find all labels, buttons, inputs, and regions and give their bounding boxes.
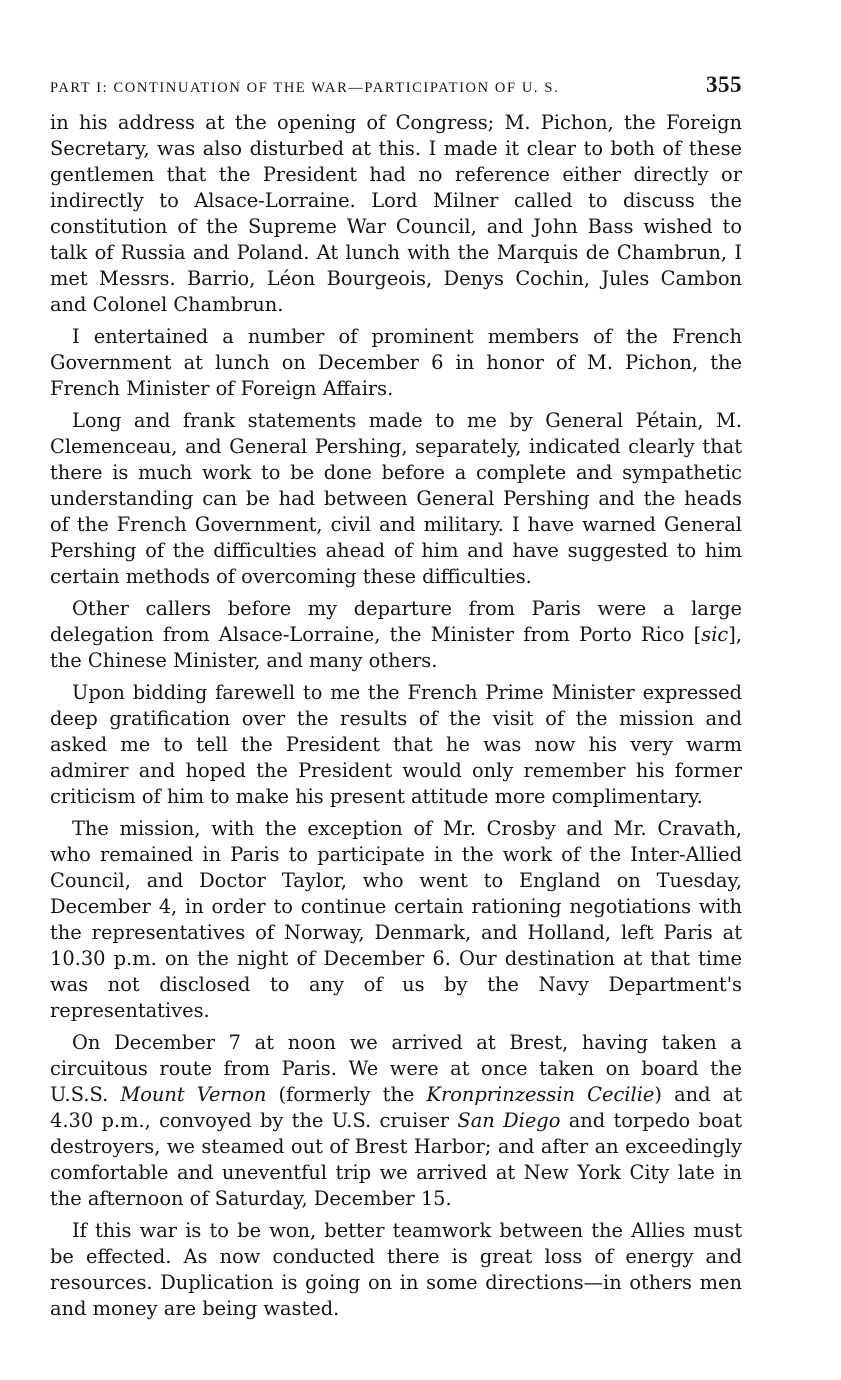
document-page [50,72,742,1328]
paragraph-7 [50,1030,742,1212]
paragraph-text: Upon bidding farewell to me the French Prime Minister expressed deep gratification over the results of the visit of the mission and asked me to tell the President that he was now his very warm admirer and hoped the President would only remember his former criticism of him to make his present attitude more complimentary. [50,681,742,808]
running-header [50,72,742,106]
paragraph-text: I entertained a number of prominent members of the French Government at lunch on December 6 in honor of M. Pichon, the French Minister of Foreign Affairs. [50,325,742,400]
italic-sic: sic [701,623,729,646]
italic-ship-name: San Diego [457,1109,561,1132]
paragraph-3 [50,408,742,590]
paragraph-text: The mission, with the exception of Mr. Crosby and Mr. Cravath, who remained in Paris to participate in the work of the Inter-Allied Council, and Doctor Taylor, who went to England on Tuesday, December 4, in order to continue certain rationing negotiations with the representatives of Norway, Denmark, and Holland, left Paris at 10.30 p.m. on the night of December 6. Our destination at that time was not disclosed to any of us by the Navy Department's representatives. [50,817,742,1022]
paragraph-text: Long and frank statements made to me by General Pétain, M. Clemenceau, and General Pershing, separately, indicated clearly that there is much work to be done before a complete and sympathetic understanding can be had between General Pershing and the heads of the French Government, civil and military. I have warned General Pershing of the difficulties ahead of him and have suggested to him certain methods of overcoming these difficulties. [50,409,742,588]
paragraph-text: Other callers before my departure from Paris were a large delegation from Alsace-Lorraine, the Minister from Porto Rico [ [50,597,742,646]
italic-ship-name: Kronprinzessin Cecilie [426,1083,655,1106]
italic-ship-name: Mount Vernon [120,1083,267,1106]
paragraph-text: (formerly the [266,1083,427,1106]
paragraph-text: in his address at the opening of Congress; M. Pichon, the Foreign Secretary, was also disturbed at this. I made it clear to both of these gentlemen that the President had no reference either directly or indirectly to Alsace-Lorraine. Lord Milner called to discuss the constitution of the Supreme War Council, and John Bass wished to talk of Russia and Poland. At lunch with the Marquis de Chambrun, I met Messrs. Barrio, Léon Bourgeois, Denys Cochin, Jules Cambon and Colonel Chambrun. [50,111,742,316]
paragraph-text: and torpedo boat destroyers, we steamed out of Brest Harbor; and after an exceedingly comfortable and uneventful trip we arrived at New York City late in the afternoon of Saturday, December 15. [50,1109,742,1210]
paragraph-text: If this war is to be won, better teamwork between the Allies must be effected. As now conducted there is great loss of energy and resources. Duplication is going on in some directions—in others men and money are being wasted. [50,1219,742,1320]
paragraph-1 [50,110,742,318]
paragraph-5 [50,680,742,810]
page-number: 355 [706,72,742,97]
running-title: PART I: CONTINUATION OF THE WAR—PARTICIPATION OF U. S. [50,80,560,96]
paragraph-text: ) and at 4.30 p.m., convoyed by the U.S. cruiser [50,1083,742,1132]
paragraph-text: On December 7 at noon we arrived at Brest, having taken a circuitous route from Paris. We were at once taken on board the U.S.S. [50,1031,742,1106]
paragraph-6 [50,816,742,1024]
paragraph-4 [50,596,742,674]
paragraph-2 [50,324,742,402]
paragraph-8 [50,1218,742,1322]
paragraph-text: ], the Chinese Minister, and many others. [50,623,742,672]
